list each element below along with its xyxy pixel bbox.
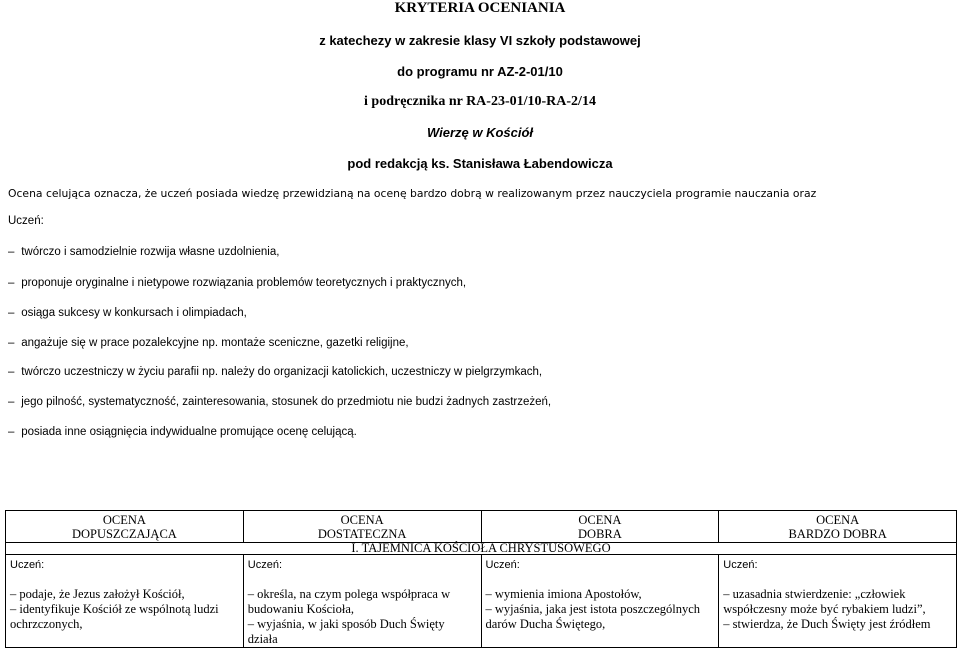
header-grade-name: DOSTATECZNA (317, 527, 407, 541)
dash-mark: – (10, 587, 17, 601)
criterion-text: proponuje oryginalne i nietypowe rozwiązania problemów teoretycznych i praktycznych, (21, 277, 467, 289)
uczen-label: Uczeń: (485, 559, 520, 571)
criterion-text: posiada inne osiągnięcia indywidualne promujące ocenę celującą. (21, 426, 357, 438)
list-item (248, 617, 477, 647)
criterion-text: twórczo uczestniczy w życiu parafii np. należy do organizacji katolickich, uczestniczy w pielgrzymkach, (21, 366, 543, 378)
dash-mark: – (8, 277, 15, 289)
subtitle-textbook: i podręcznika nr RA-23-01/10-RA-2/14 (364, 94, 596, 109)
header-ocena: OCENA (578, 513, 622, 527)
header-cell-dostateczna (243, 511, 481, 543)
table-row (6, 555, 957, 648)
list-item (723, 587, 952, 602)
dash-mark: – (8, 396, 15, 408)
page-title: KRYTERIA OCENIANIA (394, 0, 566, 16)
header-cell-bardzo-dobra (719, 511, 957, 543)
section-title: I. TAJEMNICA KOŚCIOŁA CHRYSTUSOWEGO (6, 543, 957, 555)
header-grade-name: BARDZO DOBRA (788, 527, 887, 541)
criterion-item (8, 246, 279, 258)
dash-mark: – (247, 587, 255, 601)
dash-mark: – (8, 307, 15, 319)
list-item (723, 617, 952, 632)
uczen-label: Uczeń: (10, 559, 45, 571)
criteria-cell-dopuszczajaca (6, 555, 244, 648)
criteria-cell-dobra (481, 555, 719, 648)
criterion-text: wyjaśnia, w jaki sposób Duch Święty działa (247, 617, 445, 646)
dash-mark: – (10, 602, 17, 616)
header-cell-dopuszczajaca (6, 511, 244, 543)
list-item-continuation: darów Ducha Świętego, (485, 617, 606, 631)
dash-mark: – (8, 426, 15, 438)
list-item-continuation: współczesny może być rybakiem ludzi”, (723, 602, 926, 616)
uczen-label: Uczeń: (247, 559, 283, 571)
dash-mark: – (8, 337, 15, 349)
uczen-label: Uczeń: (8, 215, 44, 227)
criterion-text: stwierdza, że Duch Święty jest źródłem (732, 617, 931, 631)
header-cell-dobra (481, 511, 719, 543)
criterion-text: identyfikuje Kościół ze wspólnotą ludzi (19, 602, 219, 616)
list-item (248, 587, 477, 602)
dash-mark: – (485, 587, 492, 601)
dash-mark: – (8, 366, 15, 378)
criterion-text: uzasadnia stwierdzenie: „człowiek (732, 587, 906, 601)
subtitle-book-title: Wierzę w Kościół (426, 125, 534, 140)
dash-mark: – (485, 602, 492, 616)
header-ocena: OCENA (816, 513, 860, 527)
grades-table (5, 510, 957, 648)
list-item (10, 602, 239, 617)
criteria-cell-bardzo-dobra (719, 555, 957, 648)
table-header-row (6, 511, 957, 543)
criterion-text: jego pilność, systematyczność, zainteresowania, stosunek do przedmiotu nie budzi żadnych zastrzeżeń, (21, 396, 552, 408)
criterion-text: twórczo i samodzielnie rozwija własne uzdolnienia, (21, 246, 280, 258)
dash-mark: – (8, 246, 15, 258)
intro-text: Ocena celująca oznacza, że uczeń posiada wiedzę przewidzianą na ocenę bardzo dobrą w realizowanym przez nauczyciela programie nauczania oraz (8, 187, 817, 200)
section-row (6, 543, 957, 555)
criteria-cell-dostateczna (243, 555, 481, 648)
criterion-text: wymienia imiona Apostołów, (494, 587, 642, 601)
subtitle-grade: z katechezy w zakresie klasy VI szkoły podstawowej (319, 33, 641, 48)
dash-mark: – (247, 617, 255, 631)
criterion-text: angażuje się w prace pozalekcyjne np. montaże sceniczne, gazetki religijne, (21, 337, 409, 349)
criterion-item (8, 426, 357, 438)
dash-mark: – (723, 617, 730, 631)
criterion-item (8, 366, 542, 378)
criterion-text: podaje, że Jezus założył Kościół, (19, 587, 185, 601)
subtitle-editor: pod redakcją ks. Stanisława Łabendowicza (347, 156, 613, 171)
criterion-item (8, 337, 409, 349)
header-grade-name: DOPUSZCZAJĄCA (71, 527, 177, 541)
criterion-text: określa, na czym polega współpraca w (257, 587, 451, 601)
criterion-text: osiąga sukcesy w konkursach i olimpiadach, (21, 307, 247, 319)
dash-mark: – (723, 587, 730, 601)
subtitle-program: do programu nr AZ-2-01/10 (397, 64, 563, 79)
header-grade-name: DOBRA (578, 527, 622, 541)
list-item (486, 587, 715, 602)
uczen-label: Uczeń: (723, 559, 758, 571)
list-item-continuation: budowaniu Kościoła, (247, 602, 355, 616)
header-ocena: OCENA (102, 513, 146, 527)
criterion-item (8, 277, 466, 289)
criterion-item (8, 307, 247, 319)
criterion-item (8, 396, 551, 408)
header-ocena: OCENA (340, 513, 384, 527)
list-item (486, 602, 715, 617)
list-item-continuation: ochrzczonych, (10, 617, 83, 631)
criterion-text: wyjaśnia, jaka jest istota poszczególnych (494, 602, 701, 616)
list-item (10, 587, 239, 602)
